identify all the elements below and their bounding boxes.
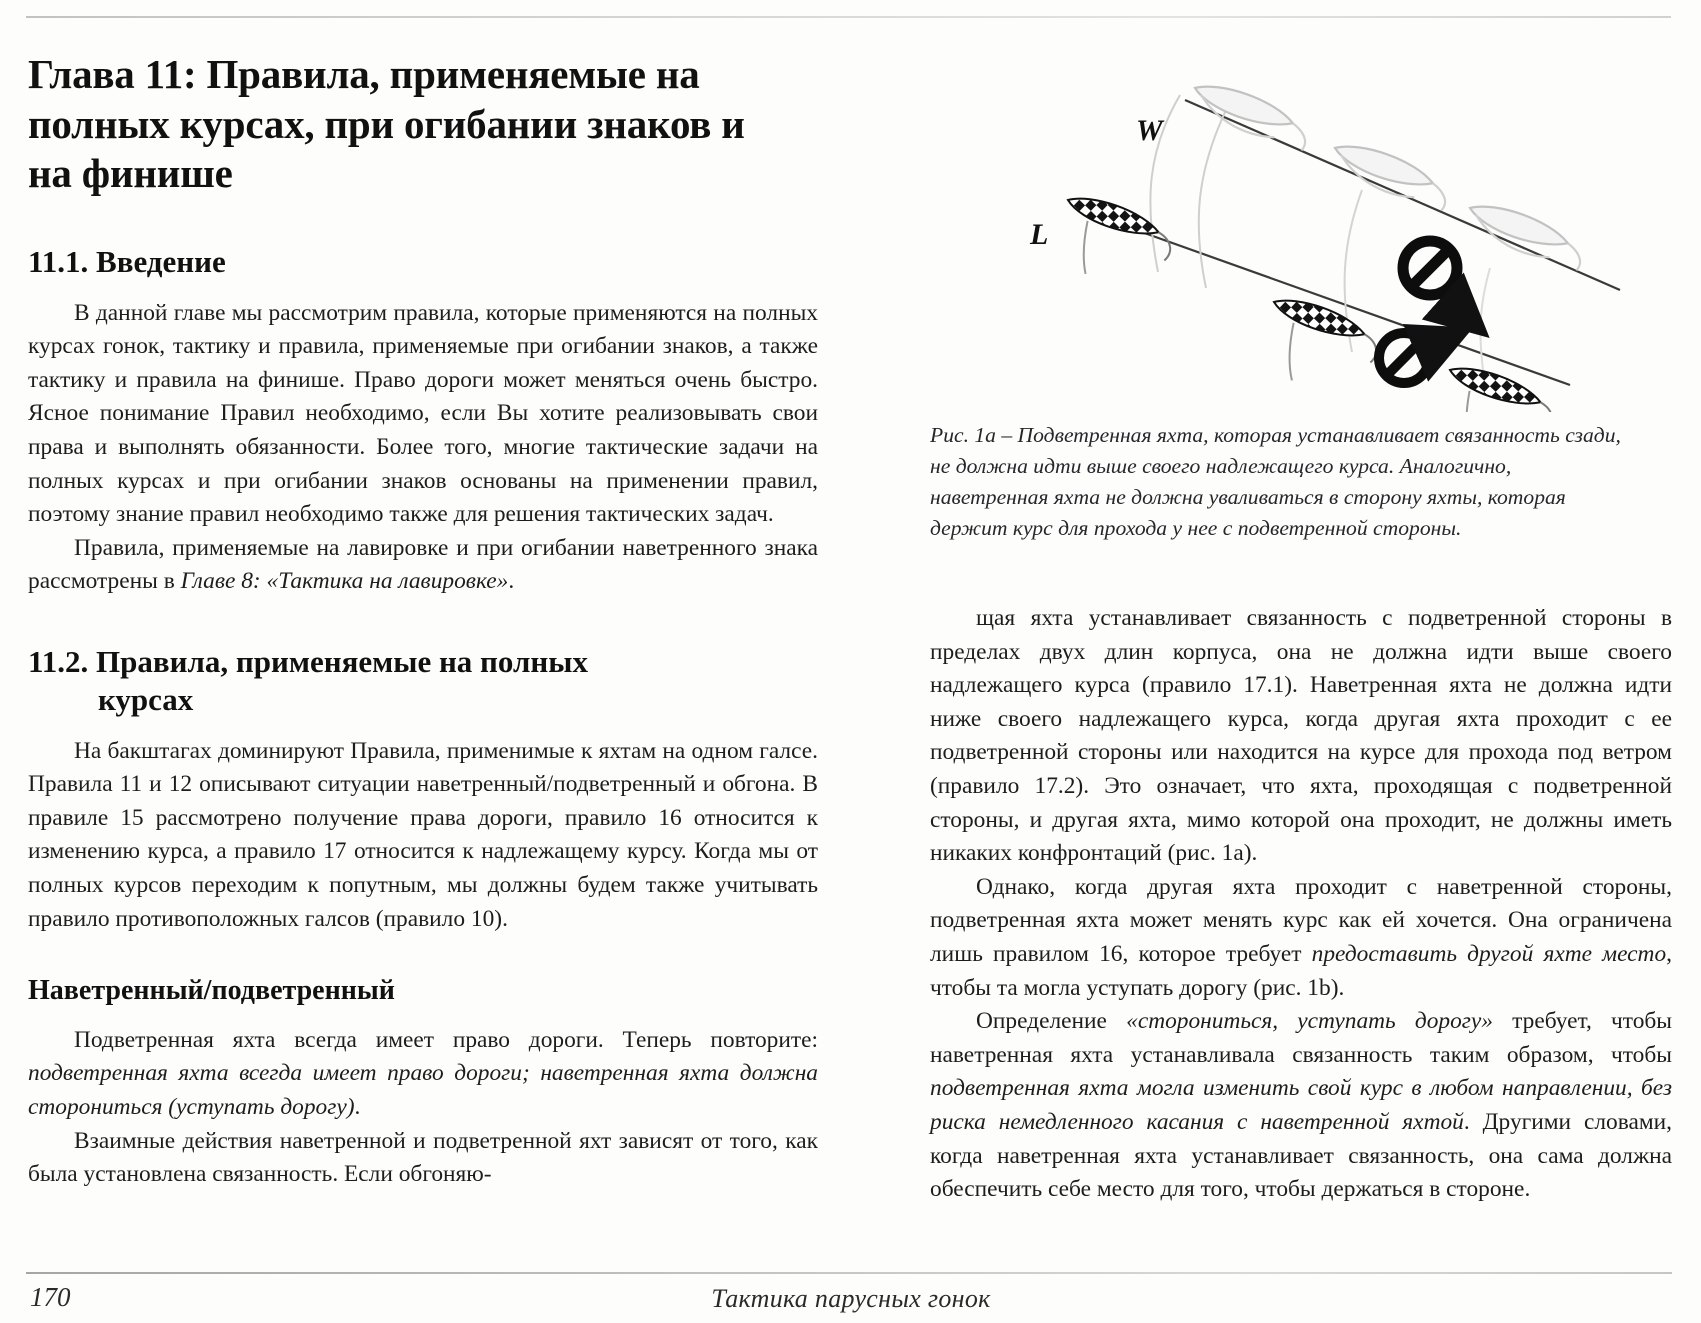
intro-paragraph-2-suffix: . — [508, 568, 515, 595]
right-paragraph-3-emphasis: подветренная яхта могла изменить свой курс в любом направлении, без риска немедленного касания с наветренной яхтой — [930, 1075, 1672, 1135]
right-paragraph-2-prefix: Однако, когда другая яхта проходит с наветренной стороны, подветренная яхта может менять курс как ей хочется. Она ограничена лишь правилом 16, которое требует — [930, 873, 1672, 967]
right-paragraph-3-suffix: . Другими словами, когда наветренная яхта устанавливает связанность, она сама должна обеспечить себе место для того, чтобы держаться в стороне. — [930, 1108, 1672, 1203]
windward-leeward-paragraph-1-prefix: Подветренная яхта всегда имеет право дороги. Теперь повторите: — [74, 1026, 818, 1053]
windward-leeward-paragraph-1-suffix: . — [354, 1093, 361, 1120]
section-heading-11-2-line2: курсах — [98, 681, 194, 717]
right-paragraph-3-middle: требует, чтобы наветренная яхта устанавливала связанность таким образом, чтобы — [930, 1008, 1673, 1068]
figure-1a — [930, 40, 1672, 412]
intro-paragraph-2-prefix: Правила, применяемые на лавировке и при огибании наветренного знака рассмотрены в — [28, 534, 818, 595]
right-column-text — [930, 602, 1672, 1207]
section-heading-11-2-line1: 11.2. Правила, применяемые на полных — [28, 643, 588, 679]
section-heading-11-2 — [28, 643, 818, 719]
no-go-symbol-lower — [1379, 333, 1454, 383]
right-paragraph-1: щая яхта устанавливает связанность с подветренной стороны в пределах двух длин корпуса, она не должна идти выше своего надлежащего курса (правило 17.1). Наветренная яхта не должна идти ниже своего надлежащего курса, когда другая яхта проходит с ее подветренной стороны или находится на курсе для прохода под ветром (правило 17.2). Это означает, что яхта, проходящая с подветренной стороны, и другая яхта, мимо которой она проходит, не должны иметь никаких конфронтаций (рис. 1а). — [930, 605, 1672, 867]
intro-paragraph-2 — [28, 532, 818, 599]
right-paragraph-2-suffix: , чтобы та могла уступать дорогу (рис. 1b). — [930, 940, 1672, 1001]
footer-rule-divider — [26, 1272, 1672, 1274]
right-paragraph-3 — [930, 1005, 1672, 1207]
right-column — [930, 38, 1672, 1207]
running-book-title: Тактика парусных гонок — [711, 1284, 991, 1313]
section-heading-11-1: 11.1. Введение — [28, 243, 226, 279]
windward-leeward-rule-emphasis: подветренная яхта всегда имеет право дороги; наветренная яхта должна сторониться (уступать дорогу) — [28, 1060, 818, 1120]
windward-leeward-paragraph-1 — [28, 1024, 818, 1125]
left-column — [28, 38, 818, 1192]
subsection-heading-windward-leeward: Наветренный/подветренный — [28, 975, 395, 1007]
intro-paragraph-1: В данной главе мы рассмотрим правила, которые применяются на полных курсах гонок, тактику и правила, применяемые при огибании знаков, а также тактику и правила на финише. Право дороги может меняться очень быстро. Ясное понимание Правил необходимо, если Вы хотите реализовывать свои права и выполнять обязанности. Более того, многие тактические задачи на полных курсах и при огибании знаков основаны на применении правил, поэтому знание правил необходимо также для решения тактических задач. — [28, 299, 818, 528]
windward-leeward-paragraph-2: Взаимные действия наветренной и подветренной яхт зависят от того, как была установлена связанность. Если обгоняю- — [28, 1127, 818, 1188]
downwind-rules-paragraph-1: На бакштагах доминируют Правила, применимые к яхтам на одном галсе. Правила 11 и 12 описывают ситуации наветренный/подветренный и обгона. В правиле 15 рассмотрено получение права дороги, правило 16 относится к изменению курса, а правило 17 относится к надлежащему курсу. Когда мы от полных курсов переходим к попутным, мы должны будем также учитывать правило противоположных галсов (правило 10). — [28, 737, 818, 932]
page-footer — [28, 1282, 1674, 1322]
figure-label-leeward: L — [1030, 218, 1049, 251]
figure-caption: Рис. 1а – Подветренная яхта, которая устанавливает связанность сзади, не должна идти выше своего надлежащего курса. Аналогично, наветренная яхта не должна уваливаться в сторону яхты, которая держит курс для прохода у нее с подветренной стороны. — [930, 423, 1621, 540]
intro-paragraph-2-reference: Главе 8: «Тактика на лавировке» — [180, 568, 509, 595]
right-paragraph-2 — [930, 871, 1672, 1005]
figure-label-windward: W — [1136, 114, 1163, 147]
right-paragraph-3-prefix: Определение — [976, 1008, 1127, 1035]
chapter-title: Глава 11: Правила, применяемые на полных курсах, при огибании знаков и на финише — [28, 51, 745, 197]
right-paragraph-2-emphasis: предоставить другой яхте место — [1311, 940, 1667, 967]
no-go-symbol-upper — [1403, 241, 1474, 324]
right-paragraph-3-term: «сторониться, уступать дорогу» — [1126, 1008, 1493, 1035]
page-number: 170 — [30, 1282, 71, 1312]
top-rule-divider — [26, 16, 1671, 18]
